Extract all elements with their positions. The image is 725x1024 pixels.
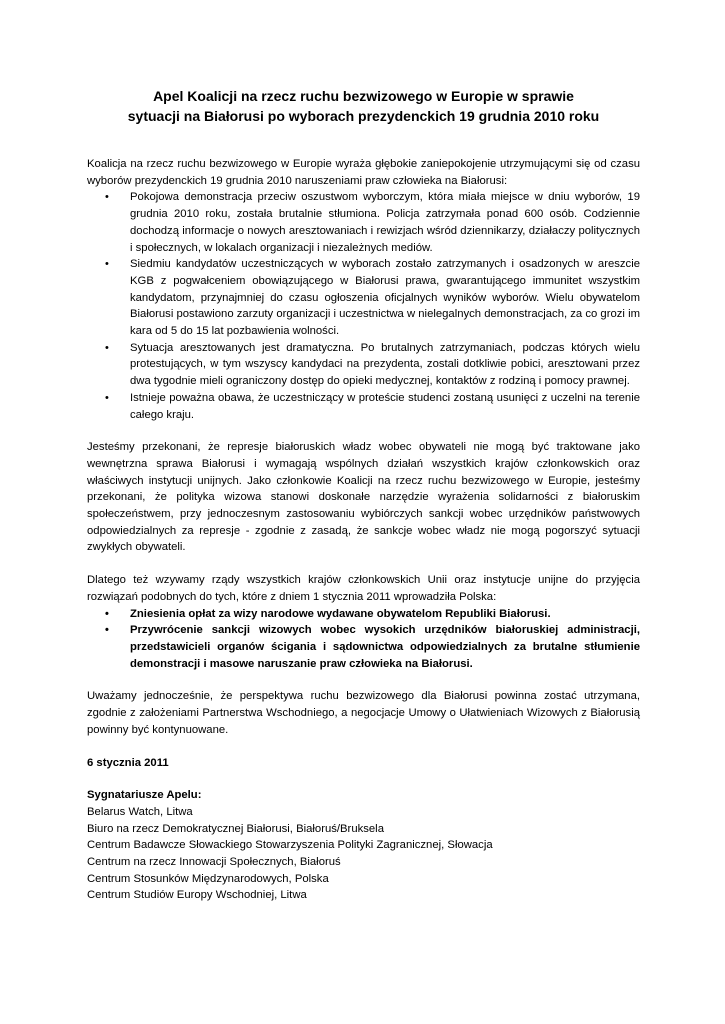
list-item (87, 390, 640, 423)
bullet-icon: • (105, 191, 109, 204)
concerns-list (87, 189, 640, 423)
document-date: 6 stycznia 2011 (87, 756, 169, 769)
spacer (87, 556, 640, 572)
list-item (87, 340, 640, 390)
spacer (87, 739, 640, 755)
signatory-item: Centrum Badawcze Słowackiego Stowarzyszenia Polityki Zagranicznej, Słowacja (87, 839, 493, 852)
list-item-text: Przywrócenie sankcji wizowych wobec wysokich urzędników białoruskiej administracji, przedstawicieli organów ścigania i sądownictwa odpowiedzialnych za brutalne stłumienie demonstracji i masowe naruszanie praw człowieka na Białorusi. (130, 624, 640, 670)
bullet-icon: • (105, 341, 109, 354)
title-line-1: Apel Koalicji na rzecz ruchu bezwizowego w Europie w sprawie (153, 88, 574, 104)
bullet-icon: • (105, 258, 109, 271)
closing-paragraph: Uważamy jednocześnie, że perspektywa ruchu bezwizowego dla Białorusi powinna zostać utrzymana, zgodnie z założeniami Partnerstwa Wschodniego, a negocjacje Umowy o Ułatwieniach Wizowych z Białorusią powinny być kontynuowane. (87, 690, 640, 736)
list-item (87, 606, 640, 623)
spacer (87, 771, 640, 787)
document-body (87, 86, 640, 904)
bullet-icon: • (105, 391, 109, 404)
signatory-item: Centrum Stosunków Międzynarodowych, Polska (87, 872, 329, 885)
spacer (87, 423, 640, 439)
list-item (87, 622, 640, 672)
list-item-text: Siedmiu kandydatów uczestniczących w wyborach zostało zatrzymanych i osadzonych w areszcie KGB z pogwałceniem obowiązującego w Białorusi prawa, gwarantującego immunitet wszystkim kandydatom, przynajmniej do czasu ogłoszenia oficjalnych wyników wyborów. Wielu obywatelom Białorusi postawiono zarzuty organizacji i uczestnictwa w nielegalnych demonstracjach, za co grozi im kara od 5 do 15 lat pozbawienia wolności. (130, 258, 640, 338)
list-item-text: Istnieje poważna obawa, że uczestniczący w proteście studenci zostaną usunięci z uczelni na terenie całego kraju. (130, 391, 640, 421)
bullet-icon: • (105, 607, 109, 620)
document-title (87, 86, 640, 126)
signatory-item: Centrum na rzecz Innowacji Społecznych, Białoruś (87, 856, 341, 869)
bullet-icon: • (105, 624, 109, 637)
title-line-2: sytuacji na Białorusi po wyborach prezydenckich 19 grudnia 2010 roku (127, 108, 600, 124)
intro-paragraph: Koalicja na rzecz ruchu bezwizowego w Europie wyraża głębokie zaniepokojenie utrzymującymi się od czasu wyborów prezydenckich 19 grudnia 2010 naruszeniami praw człowieka na Białorusi: (87, 158, 640, 187)
signatories-section (87, 787, 640, 904)
signatory-item: Biuro na rzecz Demokratycznej Białorusi, Białoruś/Bruksela (87, 822, 384, 835)
list-item-text: Pokojowa demonstracja przeciw oszustwom wyborczym, która miała miejsce w dniu wyborów, 19 grudnia 2010 roku, została brutalnie stłumiona. Policja zatrzymała ponad 600 osób. Codziennie dochodzą informacje o nowych aresztowaniach i rewizjach wśród dziennikarzy, działaczy politycznych i społecznych, w lokalach organizacji i niezależnych mediów. (130, 191, 640, 254)
list-item (87, 256, 640, 340)
signatory-item: Belarus Watch, Litwa (87, 805, 193, 818)
call-paragraph: Dlatego też wzywamy rządy wszystkich krajów członkowskich Unii oraz instytucje unijne do przyjęcia rozwiązań podobnych do tych, które z dniem 1 stycznia 2011 wprowadziła Polska: (87, 574, 640, 603)
demands-list (87, 606, 640, 673)
list-item (87, 189, 640, 256)
list-item-text: Zniesienia opłat za wizy narodowe wydawane obywatelom Republiki Białorusi. (130, 607, 551, 620)
conviction-paragraph: Jesteśmy przekonani, że represje białoruskich władz wobec obywateli nie mogą być traktowane jako wewnętrzna sprawa Białorusi i wymagają wspólnych działań wszystkich krajów członkowskich oraz właściwych instytucji unijnych. Jako członkowie Koalicji na rzecz ruchu bezwizowego w Europie, jesteśmy przekonani, że polityka wizowa stanowi doskonałe narzędzie wyrażenia solidarności z białoruskim społeczeństwem, przy jednoczesnym zastosowaniu wybiórczych sankcji wobec urzędników państwowych odpowiedzialnych za represje - zgodnie z zasadą, że sankcje wobec władz nie mogą pogorszyć sytuacji zwykłych obywateli. (87, 441, 640, 554)
signatories-heading: Sygnatariusze Apelu: (87, 789, 202, 802)
list-item-text: Sytuacja aresztowanych jest dramatyczna. Po brutalnych zatrzymaniach, podczas których wielu protestujących, w tym wszyscy kandydaci na prezydenta, zostali dotkliwie pobici, aresztowani przez dwa tygodnie mieli ograniczony dostęp do opieki medycznej, kontaktów z rodziną i pomocy prawnej. (130, 341, 640, 388)
signatory-item: Centrum Studiów Europy Wschodniej, Litwa (87, 889, 307, 902)
spacer (87, 672, 640, 688)
